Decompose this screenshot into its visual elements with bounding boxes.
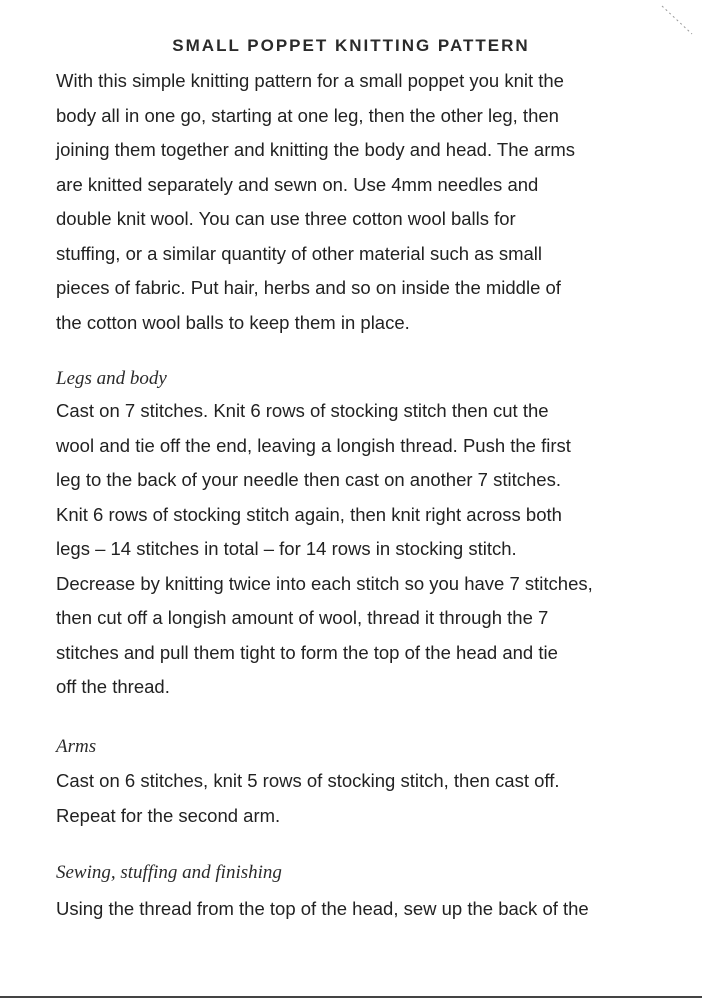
section-body-sewing-stuffing-finishing bbox=[56, 892, 666, 927]
body-line: off the thread. bbox=[56, 676, 170, 697]
body-line: Using the thread from the top of the head, sew up the back of the bbox=[56, 898, 589, 919]
body-line: Repeat for the second arm. bbox=[56, 804, 281, 826]
intro-line: stuffing, or a similar quantity of other material such as small bbox=[56, 242, 543, 264]
page-bottom-rule bbox=[0, 996, 702, 998]
section-body-arms bbox=[56, 764, 666, 833]
intro-line: body all in one go, starting at one leg, then the other leg, then bbox=[56, 104, 559, 126]
body-line: then cut off a longish amount of wool, thread it through the 7 bbox=[56, 607, 549, 628]
body-line: legs – 14 stitches in total – for 14 rows in stocking stitch. bbox=[56, 538, 517, 559]
body-line: stitches and pull them tight to form the top of the head and tie bbox=[56, 641, 558, 663]
intro-line: joining them together and knitting the body and head. The arms bbox=[56, 139, 576, 160]
section-body-legs-and-body bbox=[56, 394, 666, 705]
body-line: Cast on 6 stitches, knit 5 rows of stocking stitch, then cast off. bbox=[56, 770, 560, 791]
body-line: Decrease by knitting twice into each stitch so you have 7 stitches, bbox=[56, 572, 593, 594]
intro-line: double knit wool. You can use three cotton wool balls for bbox=[56, 208, 516, 229]
body-line: wool and tie off the end, leaving a longish thread. Push the first bbox=[56, 434, 571, 456]
body-line: leg to the back of your needle then cast on another 7 stitches. bbox=[56, 469, 561, 490]
page-title: SMALL POPPET KNITTING PATTERN bbox=[172, 36, 530, 55]
section-heading-sewing-stuffing-finishing: Sewing, stuffing and finishing bbox=[56, 862, 282, 883]
section-heading-legs-and-body: Legs and body bbox=[56, 368, 167, 389]
intro-line: pieces of fabric. Put hair, herbs and so on inside the middle of bbox=[56, 277, 561, 298]
intro-paragraph bbox=[56, 64, 666, 340]
intro-line: the cotton wool balls to keep them in place. bbox=[56, 311, 410, 333]
intro-line: are knitted separately and sewn on. Use 4mm needles and bbox=[56, 173, 539, 195]
body-line: Knit 6 rows of stocking stitch again, then knit right across both bbox=[56, 503, 562, 525]
body-line: Cast on 7 stitches. Knit 6 rows of stocking stitch then cut the bbox=[56, 400, 549, 421]
intro-line: With this simple knitting pattern for a small poppet you knit the bbox=[56, 70, 564, 91]
section-heading-arms: Arms bbox=[56, 736, 97, 757]
